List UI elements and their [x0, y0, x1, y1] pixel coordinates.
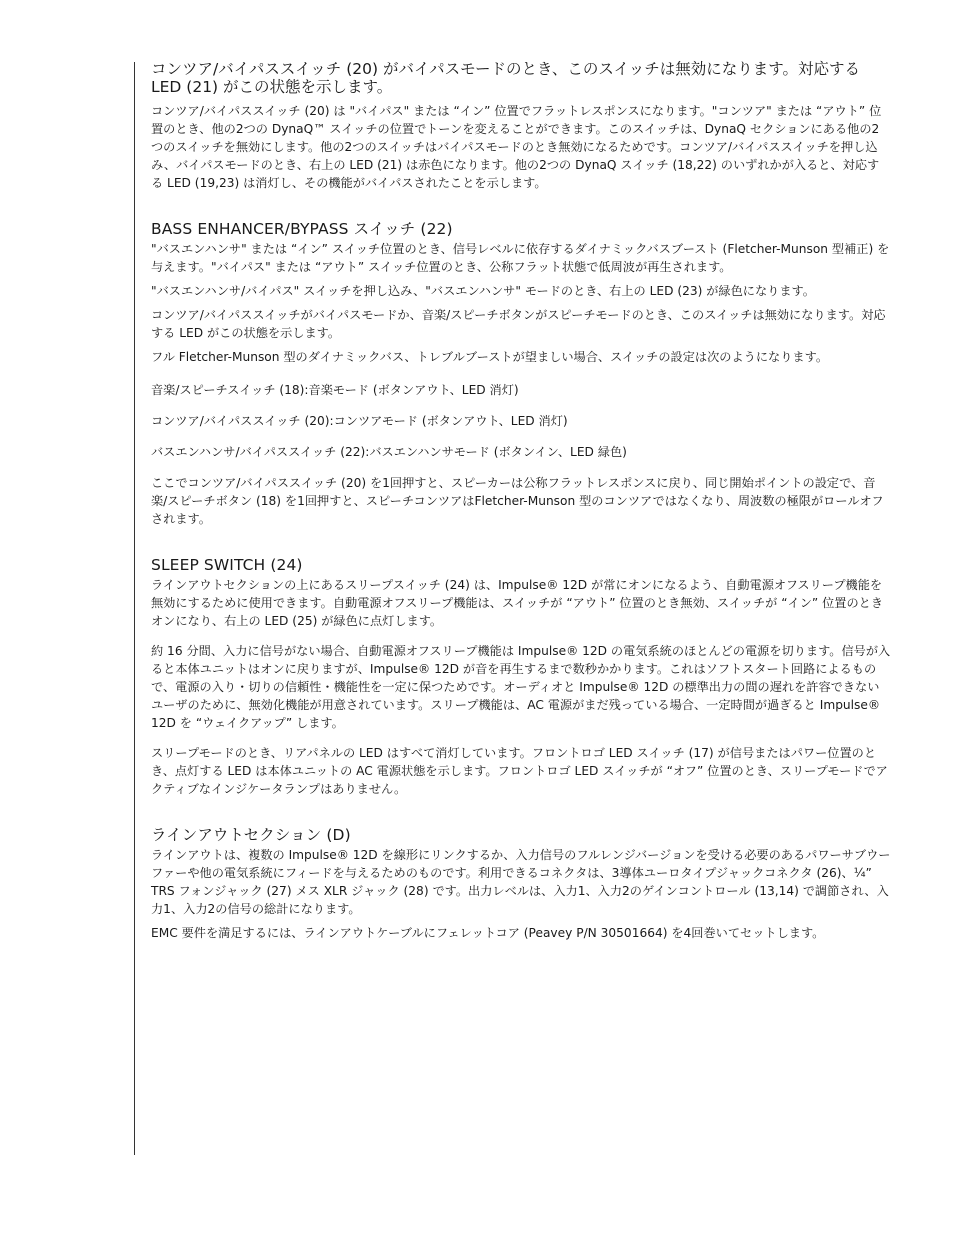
- lead-paragraph: コンツア/バイパススイッチ (20) は "バイパス" または “イン” 位置でフラットレスポンスになります。"コンツア" または “アウト” 位置のとき、他の2つの DynaQ™ スイッチの位置でトーンを変えることができます。このスイッチは、DynaQ セクションにある他の2つのスイッチを無効にします。他の2つのスイッチはバイパスモードのとき無効になるためです。コンツア/バイパススイッチを押し込み、バイパスモードのとき、右上の LED (21) は赤色になります。他の2つの DynaQ スイッチ (18,22) のいずれかが入ると、対応する LED (19,23) は消灯し、その機能がバイパスされたことを示します。: [151, 104, 882, 190]
- setting-music-speech: 音楽/スピーチスイッチ (18):音楽モード (ボタンアウト、LED 消灯): [151, 383, 519, 397]
- line-out-paragraph-1: ラインアウトは、複数の Impulse® 12D を線形にリンクするか、入力信号のフルレンジバージョンを受ける必要のあるパワーサブウーファーや他の電気系統にフィードを与えるためのものです。利用できるコネクタは、3導体ユーロタイプジャックコネクタ (26)、¼” TRS フォンジャック (27) メス XLR ジャック (28) です。出力レベルは、入力1、入力2のゲインコントロール (13,14) で調節され、入力1、入力2の信号の総計になります。: [151, 848, 891, 916]
- line-out-heading: ラインアウトセクション (D): [151, 826, 351, 844]
- bass-paragraph-3: コンツア/バイパススイッチがバイパスモードか、音楽/スピーチボタンがスピーチモードのとき、このスイッチは無効になります。対応する LED がこの状態を示します。: [151, 308, 886, 340]
- line-out-paragraph-2: EMC 要件を満足するには、ラインアウトケーブルにフェレットコア (Peavey P/N 30501664) を4回巻いてセットします。: [151, 926, 825, 940]
- sleep-switch-heading: SLEEP SWITCH (24): [151, 556, 303, 574]
- setting-bass-enhancer: バスエンハンサ/バイパススイッチ (22):バスエンハンサモード (ボタンイン、LED 緑色): [151, 445, 627, 459]
- bass-paragraph-1: "バスエンハンサ" または “イン” スイッチ位置のとき、信号レベルに依存するダイナミックバスブースト (Fletcher-Munson 型補正) を与えます。"バイパス" または “アウト” スイッチ位置のとき、公称フラット状態で低周波が再生されます。: [151, 242, 890, 274]
- setting-contour-bypass: コンツア/バイパススイッチ (20):コンツアモード (ボタンアウト、LED 消灯): [151, 414, 568, 428]
- bass-paragraph-2: "バスエンハンサ/バイパス" スイッチを押し込み、"バスエンハンサ" モードのとき、右上の LED (23) が緑色になります。: [151, 284, 815, 298]
- bass-paragraph-4: フル Fletcher-Munson 型のダイナミックバス、トレブルブーストが望ましい場合、スイッチの設定は次のようになります。: [151, 350, 829, 364]
- margin-rule: [134, 62, 135, 1155]
- sleep-paragraph-1: ラインアウトセクションの上にあるスリープスイッチ (24) は、Impulse® 12D が常にオンになるよう、自動電源オフスリープ機能を無効にするために使用できます。自動電源オフスリープ機能は、スイッチが “アウト” 位置のとき無効、スイッチが “イン” 位置のときオンになり、右上の LED (25) が緑色に点灯します。: [151, 578, 884, 628]
- bass-paragraph-5: ここでコンツア/バイパススイッチ (20) を1回押すと、スピーカーは公称フラットレスポンスに戻り、同じ開始ポイントの設定で、音楽/スピーチボタン (18) を1回押すと、スピーチコンツアはFletcher-Munson 型のコンツアではなくなり、周波数の極限がロールオフされます。: [151, 476, 884, 526]
- sleep-paragraph-3: スリープモードのとき、リアパネルの LED はすべて消灯しています。フロントロゴ LED スイッチ (17) が信号またはパワー位置のとき、点灯する LED は本体ユニットの AC 電源状態を示します。フロントロゴ LED スイッチが “オフ” 位置のとき、スリープモードでアクティブなインジケータランプはありません。: [151, 746, 888, 796]
- bass-enhancer-heading: BASS ENHANCER/BYPASS スイッチ (22): [151, 220, 453, 238]
- lead-heading: コンツア/バイパススイッチ (20) がバイパスモードのとき、このスイッチは無効になります。対応する LED (21) がこの状態を示します。: [151, 60, 861, 96]
- page-content: [151, 60, 891, 948]
- sleep-paragraph-2: 約 16 分間、入力に信号がない場合、自動電源オフスリープ機能は Impulse® 12D の電気系統のほとんどの電源を切ります。信号が入ると本体ユニットはオンに戻りますが、Impulse® 12D が音を再生するまで数秒かかります。これはソフトスタート回路によるもので、電源の入り・切りの信頼性・機能性を一定に保つためです。オーディオと Impulse® 12D の標準出力の間の遅れを許容できないユーザのために、無効化機能が用意されています。スリープ機能は、AC 電源がまだ残っている場合、一定時間が過ぎると Impulse® 12D を “ウェイクアップ” します。: [151, 644, 891, 730]
